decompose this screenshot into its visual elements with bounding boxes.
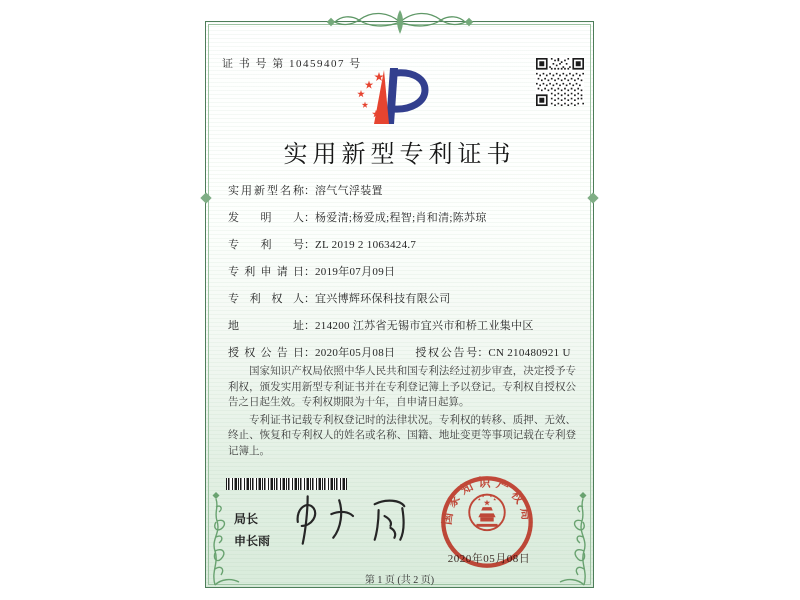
field-colon: ： — [304, 320, 315, 332]
field-colon: ： — [304, 293, 315, 305]
field-value: 杨爱清;杨爱成;程智;肖和清;陈苏琼 — [315, 212, 487, 224]
patent-certificate — [205, 21, 594, 588]
field-value: 2019年07月09日 — [315, 266, 396, 278]
field-value: 宜兴博辉环保科技有限公司 — [315, 293, 451, 305]
field-patent-number — [228, 236, 416, 252]
certificate-number: 证 书 号 第 10459407 号 — [222, 58, 362, 70]
field-label: 授权公告号 — [415, 347, 478, 359]
field-colon: ： — [304, 266, 315, 278]
official-seal-icon — [439, 474, 535, 570]
left-edge-diamond-icon — [200, 192, 211, 203]
seal-agency-text: 国家知识产权局 — [439, 475, 535, 526]
field-inventors — [228, 209, 487, 225]
field-label: 实用新型名称 — [228, 185, 304, 197]
field-label: 授权公告日 — [228, 347, 304, 359]
right-edge-diamond-icon — [587, 192, 598, 203]
field-colon: ： — [304, 212, 315, 224]
legal-paragraph-2: 专利证书记载专利权登记时的法律状况。专利权的转移、质押、无效、终止、恢复和专利权人的姓名或名称、国籍、地址变更等事项记载在专利登记簿上。 — [228, 414, 576, 457]
certificate-title: 实用新型专利证书 — [283, 142, 516, 168]
handwritten-signature-icon — [284, 488, 422, 550]
national-emblem-icon — [469, 495, 505, 531]
cnipa-logo-icon — [349, 68, 433, 126]
field-label: 发明人 — [228, 212, 304, 224]
field-address — [228, 317, 534, 333]
field-grant-announcement — [228, 344, 571, 360]
field-colon: ： — [304, 239, 315, 251]
top-crest-ornament-icon — [325, 7, 475, 39]
field-label: 专利号 — [228, 239, 304, 251]
page-footer: 第 1 页 (共 2 页) — [364, 575, 435, 586]
field-patentee — [228, 290, 451, 306]
field-colon: ： — [477, 347, 489, 359]
field-device-name — [228, 182, 383, 198]
field-value: CN 210480921 U — [488, 347, 571, 359]
field-value: 214200 江苏省无锡市宜兴市和桥工业集中区 — [315, 320, 534, 332]
field-value: 溶气气浮装置 — [315, 185, 383, 197]
field-value: ZL 2019 2 1063424.7 — [315, 239, 417, 251]
legal-paragraph-1: 国家知识产权局依照中华人民共和国专利法经过初步审查，决定授予专利权，颁发实用新型专利证书并在专利登记簿上予以登记。专利权自授权公告之日起生效。专利权期限为十年，自申请日起算。 — [228, 366, 576, 408]
field-label: 地址 — [228, 320, 304, 332]
officer-title: 局长 — [234, 512, 259, 526]
field-label: 专利权人 — [228, 293, 304, 305]
field-label: 专利申请日 — [228, 266, 304, 278]
field-colon: ： — [304, 347, 315, 359]
field-filing-date — [228, 263, 395, 279]
officer-name: 申长雨 — [234, 534, 271, 548]
field-value: 2020年05月08日 — [315, 347, 396, 359]
field-colon: ： — [304, 185, 315, 197]
qr-code-icon — [536, 58, 584, 106]
legal-text — [228, 364, 576, 461]
seal-date: 2020年05月08日 — [447, 553, 531, 565]
